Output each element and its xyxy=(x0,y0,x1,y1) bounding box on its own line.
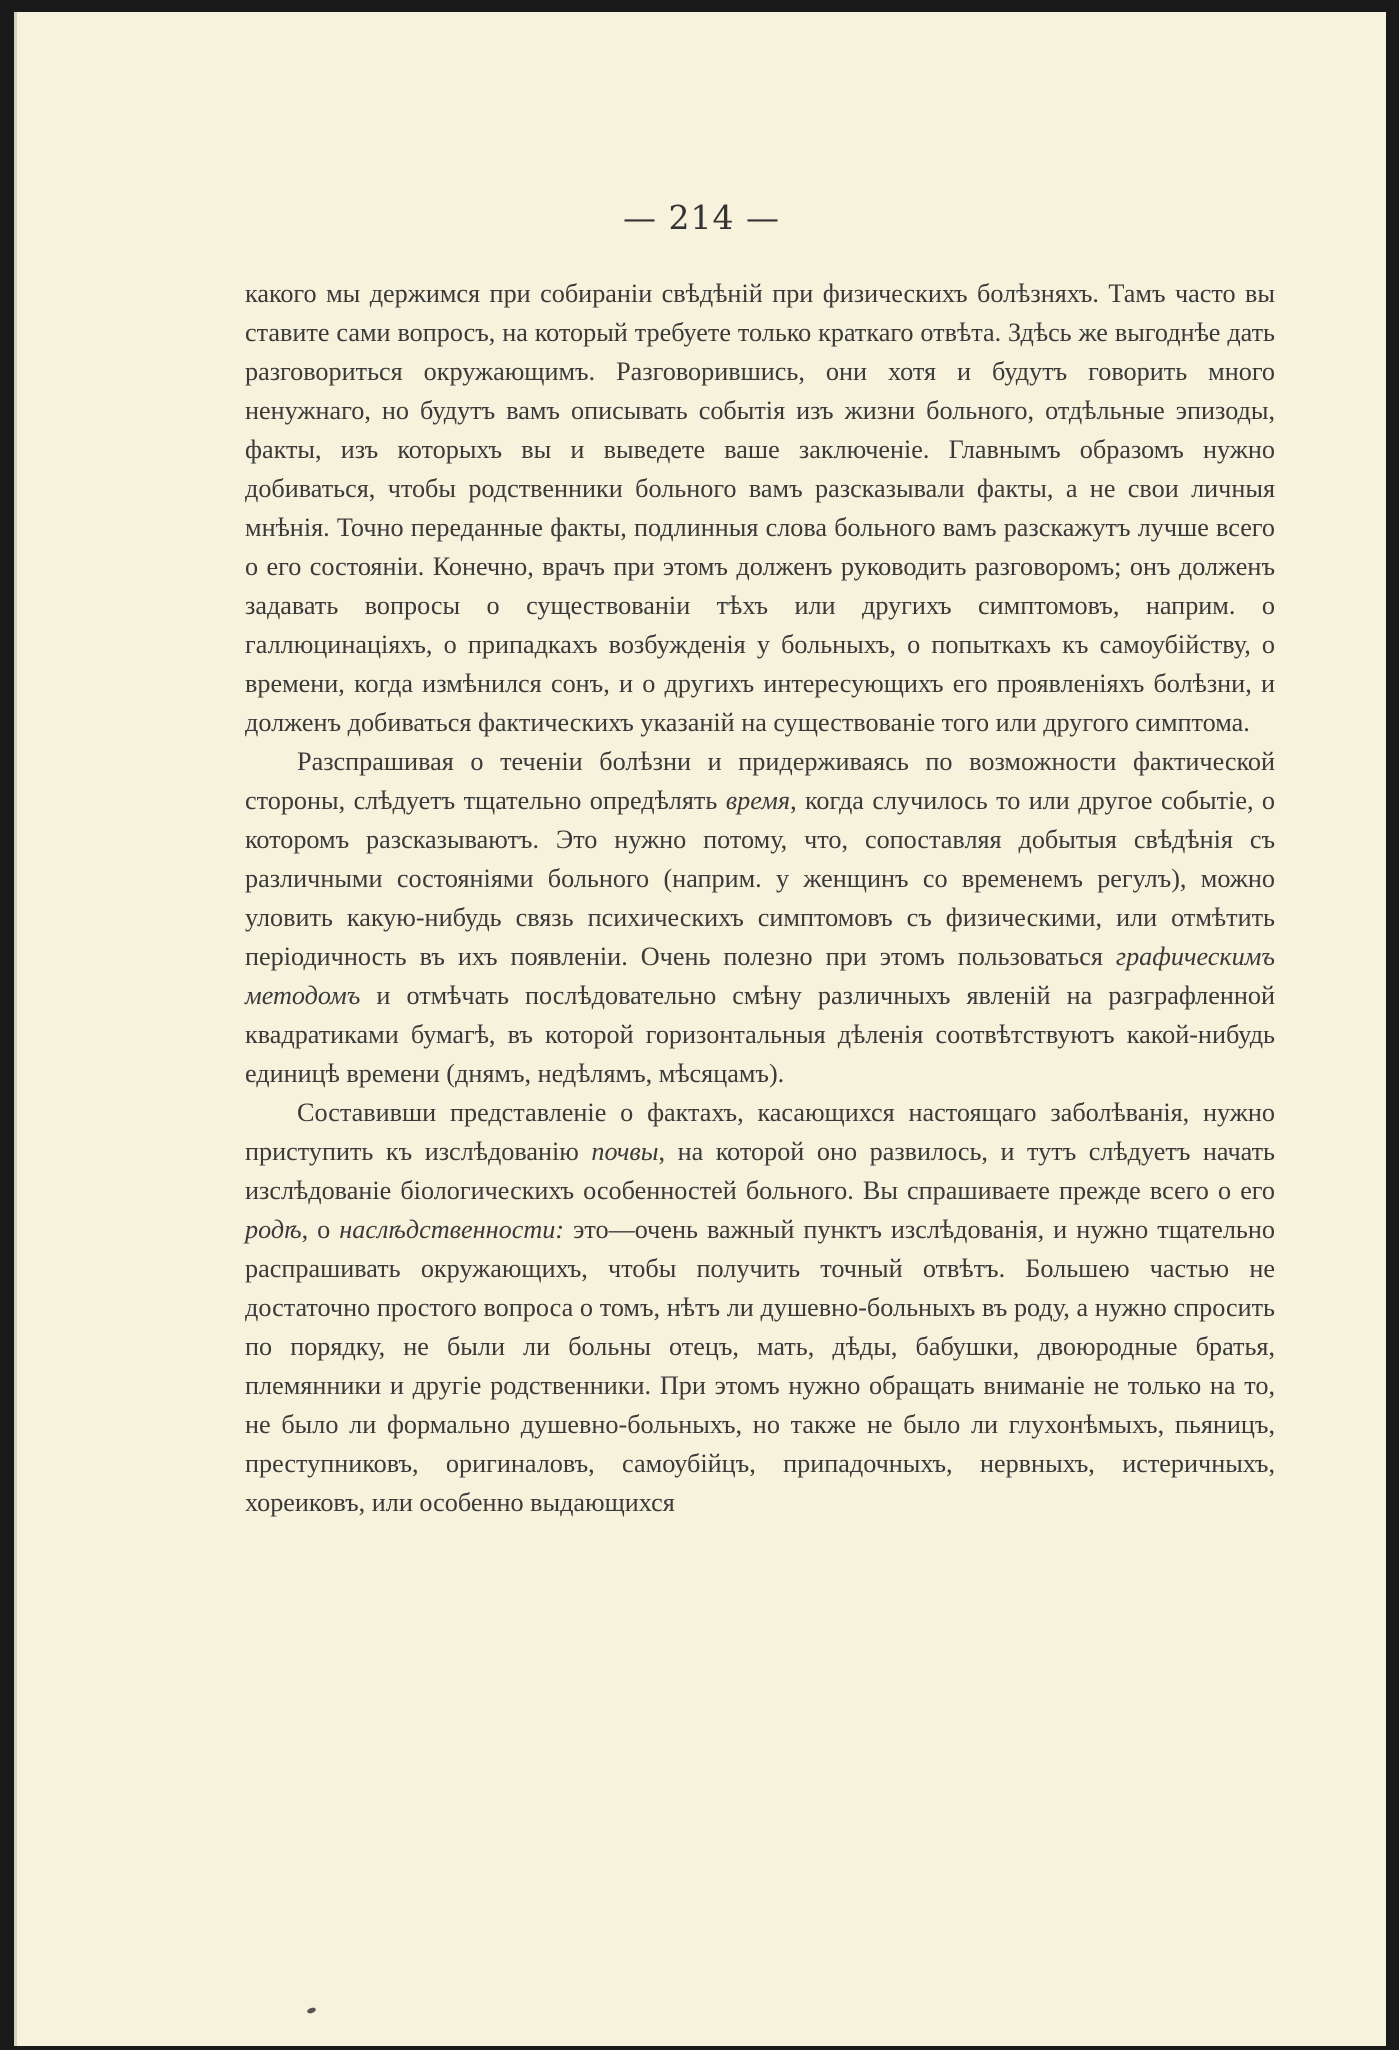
page-number: — 214 — xyxy=(623,198,780,237)
paragraph xyxy=(245,1093,1275,1522)
emphasized-text: графическимъ методомъ xyxy=(245,942,1275,1010)
paragraph xyxy=(245,742,1275,1093)
text-run: Составивши представленiе о фактахъ, касающихся настоящаго заболѣванiя, нужно приступить къ изслѣдованiю xyxy=(245,1098,1275,1166)
emphasized-text: родѣ xyxy=(245,1215,302,1244)
book-page xyxy=(14,12,1386,2046)
text-run: , на которой оно развилось, и тутъ слѣдуетъ начать изслѣдованiе бiологическихъ особенностей больного. Вы спрашиваете прежде всего о его xyxy=(245,1137,1275,1205)
text-run: , когда случилось то или другое событiе, о которомъ разсказываютъ. Это нужно потому, что, сопоставляя добытыя свѣдѣнiя съ различными состоянiями больного (наприм. у женщинъ со временемъ регулъ), можно уловить какую-нибудь связь психическихъ симптомовъ съ физическими, или отмѣтить перiодичность въ ихъ появленiи. Очень полезно при этомъ пользоваться xyxy=(245,786,1276,971)
text-run: какого мы держимся при собиранiи свѣдѣнiй при физическихъ болѣзняхъ. Тамъ часто вы ставите сами вопросъ, на который требуете только краткаго отвѣта. Здѣсь же выгоднѣе дать разговориться окружающимъ. Разговорившись, они хотя и будутъ говорить много ненужнаго, но будутъ вамъ описывать событiя изъ жизни больного, отдѣльные эпизоды, факты, изъ которыхъ вы и выведете ваше заключенiе. Главнымъ образомъ нужно добиваться, чтобы родственники больного вамъ разсказывали факты, а не свои личныя мнѣнiя. Точно переданные факты, подлинныя слова больного вамъ разскажутъ лучше всего о его состоянiи. Конечно, врачъ при этомъ долженъ руководить разговоромъ; онъ долженъ задавать вопросы о существованiи тѣхъ или другихъ симптомовъ, наприм. о галлюцинацiяхъ, о припадкахъ возбужденiя у больныхъ, о попыткахъ къ самоубiйству, о времени, когда измѣнился сонъ, и о другихъ интересующихъ его проявленiяхъ болѣзни, и долженъ добиваться фактическихъ указанiй на существованiе того или другого симптома. xyxy=(245,279,1275,737)
text-run: и отмѣчать послѣдовательно смѣну различныхъ явленiй на разграфленной квадратиками бумагѣ, въ которой горизонтальныя дѣленiя соотвѣтствуютъ какой-нибудь единицѣ времени (днямъ, недѣлямъ, мѣсяцамъ). xyxy=(245,981,1275,1088)
text-run: , о xyxy=(301,1215,340,1244)
text-run: это—очень важный пунктъ изслѣдованiя, и нужно тщательно распрашивать окружающихъ, чтобы получить точный отвѣтъ. Большею частью не достаточно простого вопроса о томъ, нѣтъ ли душевно-больныхъ въ роду, а нужно спросить по порядку, не были ли больны отецъ, мать, дѣды, бабушки, двоюродные братья, племянники и другiе родственники. При этомъ нужно обращать вниманiе не только на то, не было ли формально душевно-больныхъ, но также не было ли глухонѣмыхъ, пьяницъ, преступниковъ, оригиналовъ, самоубiйцъ, припадочныхъ, нервныхъ, истеричныхъ, хореиковъ, или особенно выдающихся xyxy=(245,1215,1275,1517)
paragraph xyxy=(245,274,1275,742)
emphasized-text: время xyxy=(725,786,791,815)
ink-speck xyxy=(306,2007,316,2015)
emphasized-text: наслѣдственности: xyxy=(339,1215,565,1244)
body-text xyxy=(245,274,1275,1522)
text-run: Разспрашивая о теченiи болѣзни и придерживаясь по возможности фактической стороны, слѣдуетъ тщательно опредѣлять xyxy=(245,747,1275,815)
emphasized-text: почвы xyxy=(591,1137,659,1166)
